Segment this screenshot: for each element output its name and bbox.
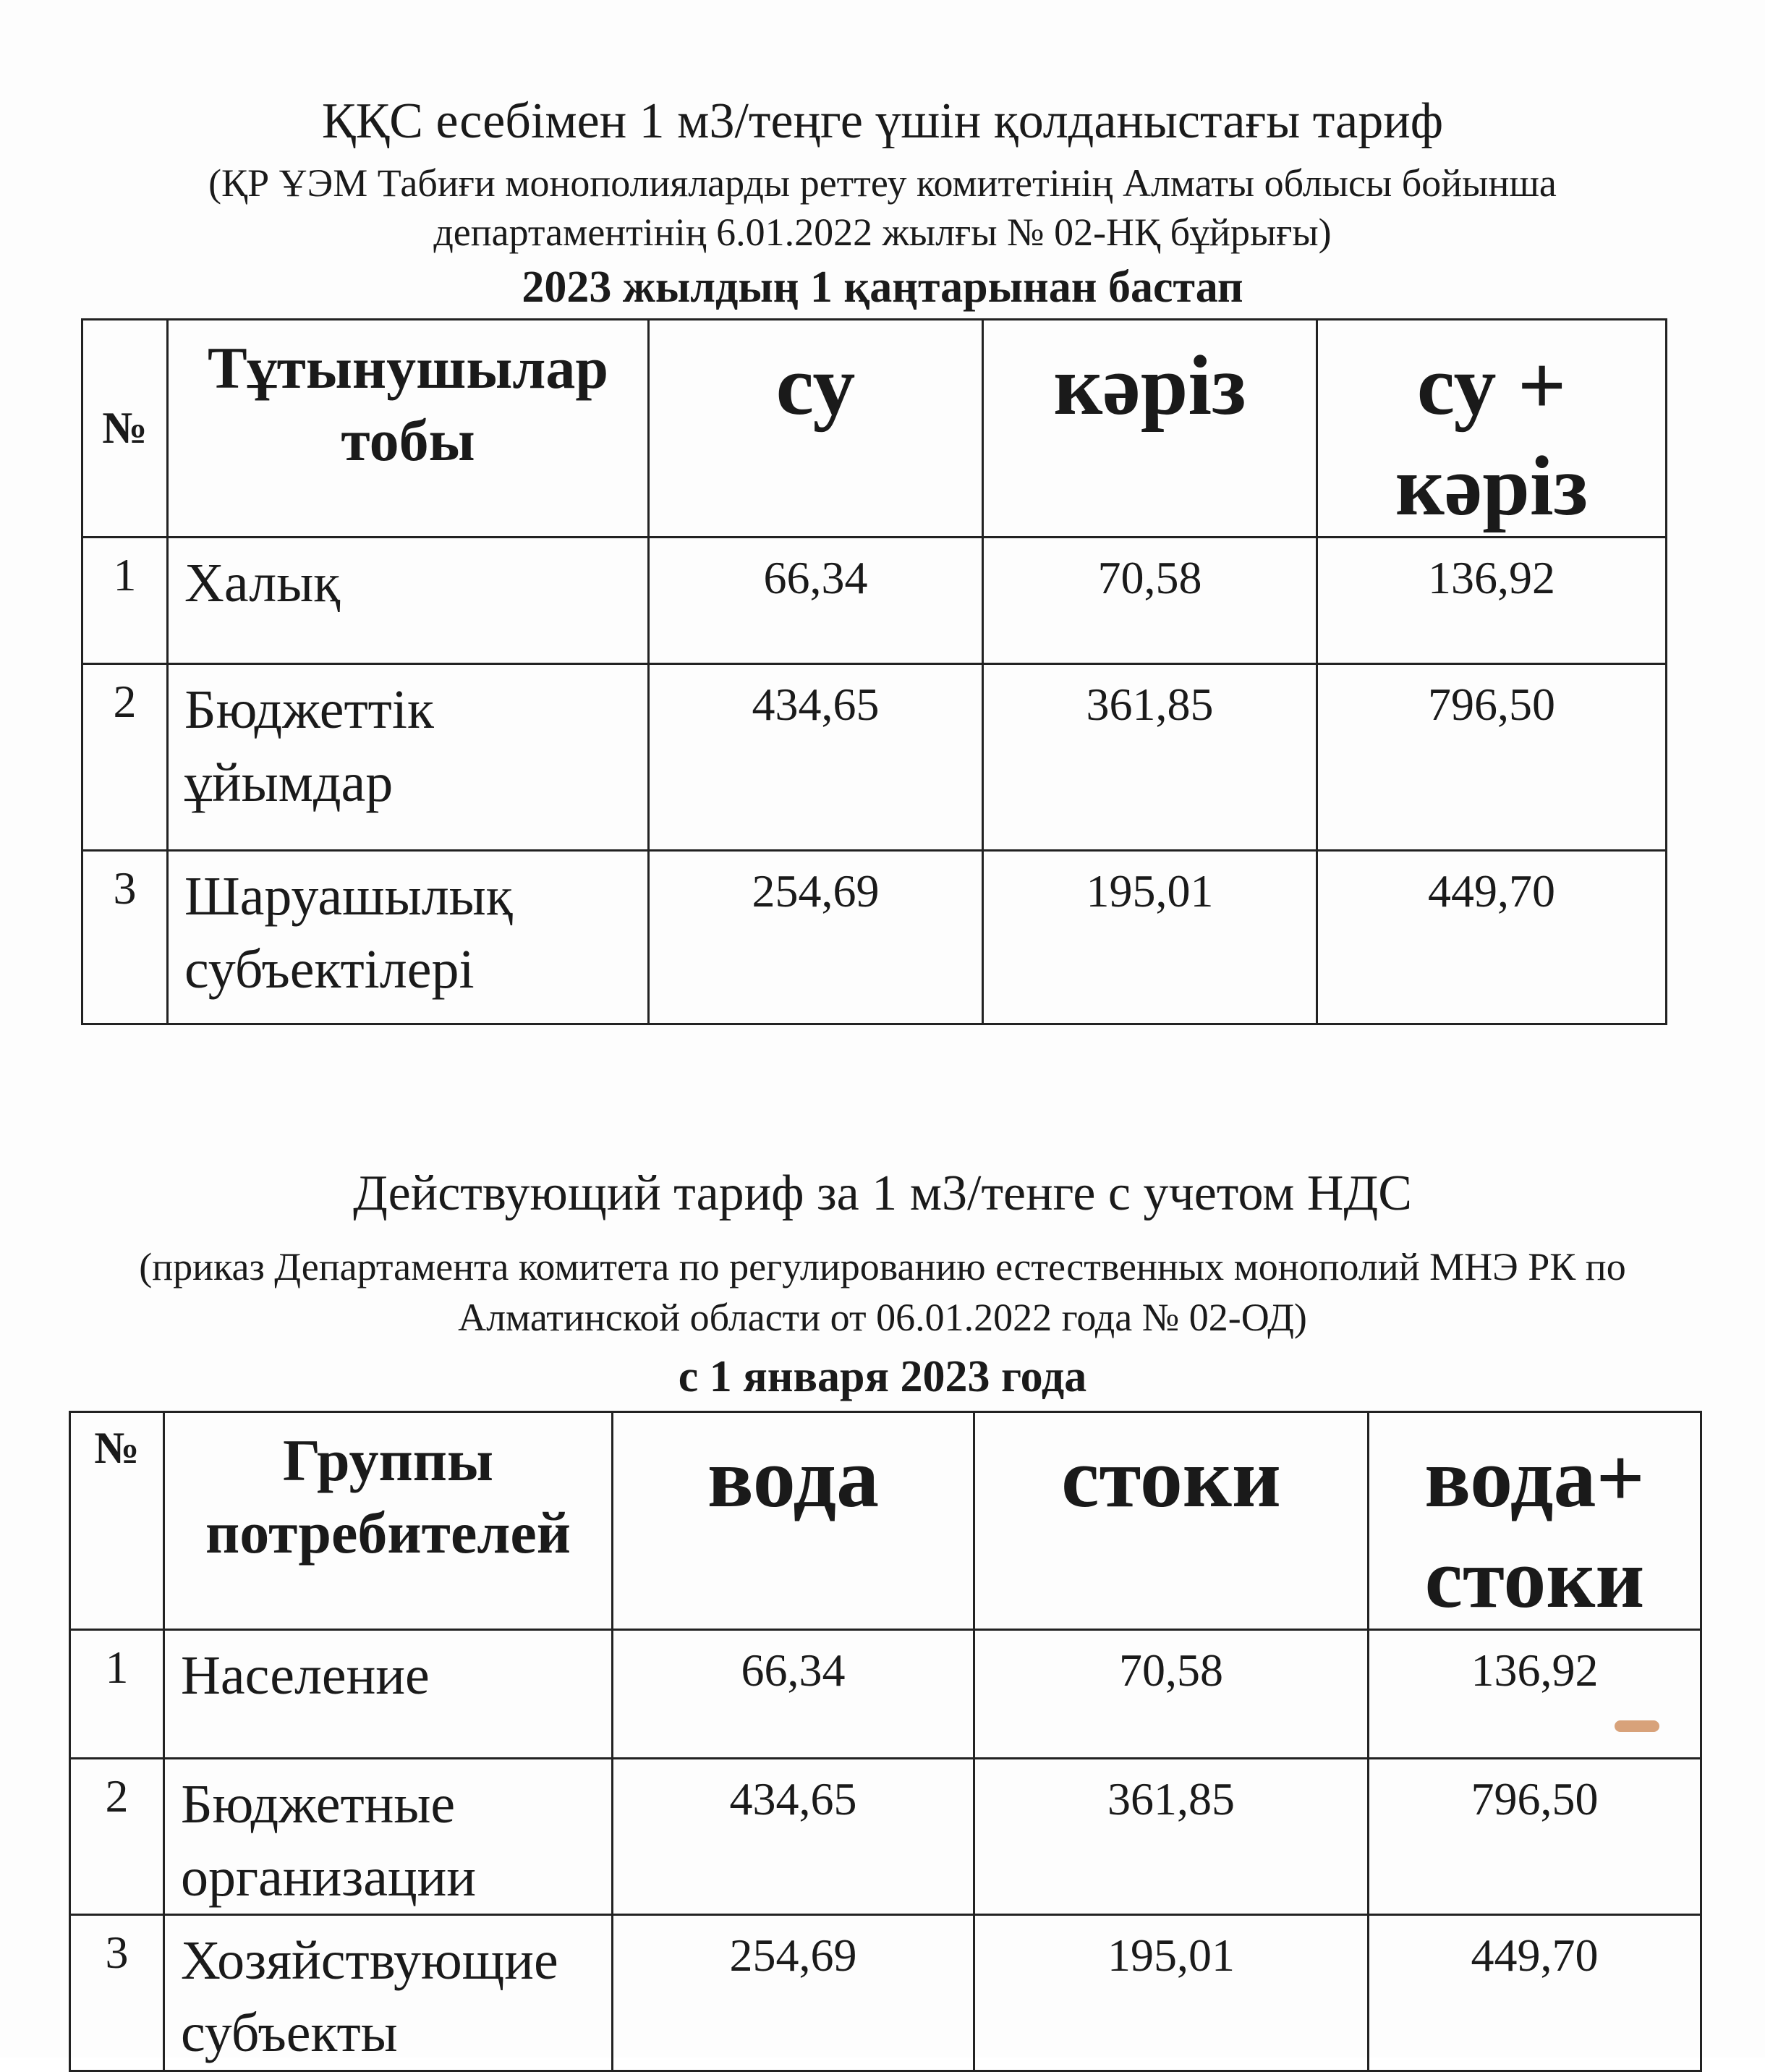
table-row [70, 1630, 1701, 1759]
ru-row2-group-line1: Бюджетные [181, 1774, 456, 1835]
kz-row1-group-line1: Халық [184, 553, 341, 614]
kz-row1-num: 1 [82, 538, 168, 664]
ru-header-group-line1: Группы [282, 1427, 494, 1493]
kz-row2-num: 2 [82, 664, 168, 851]
ru-header-num: № [70, 1412, 164, 1630]
kz-header-total-line2: кәріз [1395, 438, 1588, 534]
kz-row3-num: 3 [82, 851, 168, 1024]
kz-row1-water: 66,34 [649, 538, 983, 664]
kz-row2-group-line2: ұйымдар [184, 752, 394, 813]
ru-row2-sewer: 361,85 [974, 1759, 1369, 1915]
kz-row2-water: 434,65 [649, 664, 983, 851]
ru-header-group [164, 1412, 613, 1630]
kz-subtitle-line1: (ҚР ҰЭМ Табиғи монополияларды реттеу комитетінің Алматы облысы бойынша [208, 161, 1557, 205]
ru-row1-num: 1 [70, 1630, 164, 1759]
ru-subtitle-line1: (приказ Департамента комитета по регулированию естественных монополий МНЭ РК по [139, 1245, 1626, 1288]
kz-table-header-row [82, 320, 1667, 538]
ru-header-group-line2: потребителей [205, 1500, 571, 1566]
ru-row2-total: 796,50 [1369, 1759, 1701, 1915]
kz-row2-total: 796,50 [1317, 664, 1667, 851]
ru-row3-sewer: 195,01 [974, 1915, 1369, 2071]
table-row [70, 1915, 1701, 2071]
kz-effective-date: 2023 жылдың 1 қаңтарынан бастап [522, 263, 1243, 312]
table-row [70, 1759, 1701, 1915]
kz-row2-group [168, 664, 649, 851]
kz-row3-water: 254,69 [649, 851, 983, 1024]
kz-row1-sewer: 70,58 [983, 538, 1317, 664]
kz-header-group-line2: тобы [341, 407, 475, 474]
ru-row1-total: 136,92 [1369, 1630, 1701, 1759]
kz-header-water: су [649, 320, 983, 538]
kz-row2-sewer: 361,85 [983, 664, 1317, 851]
kz-row3-group-line2: субъектілері [184, 938, 475, 1000]
kz-header-sewer: кәріз [983, 320, 1317, 538]
kz-header-group-line1: Тұтынушылар [207, 335, 609, 401]
kz-subtitle-line2: департаментінің 6.01.2022 жылғы № 02-НҚ бұйрығы) [433, 211, 1332, 254]
kz-header-total-line1: су + [1416, 338, 1567, 433]
table-row [82, 538, 1667, 664]
kz-header-total [1317, 320, 1667, 538]
kz-row2-group-line1: Бюджеттік [184, 679, 434, 741]
ru-table-header-row [70, 1412, 1701, 1630]
ru-row1-group [164, 1630, 613, 1759]
ru-row3-group-line2: субъекты [181, 2003, 398, 2064]
kz-row1-group [168, 538, 649, 664]
ru-row3-group-line1: Хозяйствующие [181, 1930, 558, 1992]
ru-header-total-line1: вода+ [1424, 1430, 1645, 1525]
ru-row3-group [164, 1915, 613, 2071]
table-row [82, 851, 1667, 1024]
ru-row3-water: 254,69 [613, 1915, 974, 2071]
kz-row1-total: 136,92 [1317, 538, 1667, 664]
ru-row3-num: 3 [70, 1915, 164, 2071]
ru-row1-group-line1: Население [181, 1645, 430, 1707]
kz-row3-group [168, 851, 649, 1024]
ru-tariff-table [69, 1411, 1702, 2072]
kz-header-group [168, 320, 649, 538]
ru-row2-group [164, 1759, 613, 1915]
ru-row2-water: 434,65 [613, 1759, 974, 1915]
ru-header-sewer: стоки [974, 1412, 1369, 1630]
ru-effective-date: с 1 января 2023 года [678, 1352, 1087, 1401]
ru-header-water: вода [613, 1412, 974, 1630]
ru-subtitle-line2: Алматинской области от 06.01.2022 года № 02-ОД) [458, 1296, 1307, 1339]
ru-title: Действующий тариф за 1 м3/тенге с учетом НДС [353, 1166, 1412, 1221]
kz-row3-group-line1: Шаруашылық [184, 866, 513, 927]
ink-spot [1615, 1720, 1659, 1732]
kz-header-num: № [82, 320, 168, 538]
table-row [82, 664, 1667, 851]
ru-row1-water: 66,34 [613, 1630, 974, 1759]
ru-header-total-line2: стоки [1424, 1531, 1645, 1626]
kz-tariff-table [81, 318, 1667, 1025]
ru-row3-total: 449,70 [1369, 1915, 1701, 2071]
kz-title: ҚҚС есебімен 1 м3/теңге үшін қолданыстағы тариф [321, 93, 1444, 149]
ru-row2-num: 2 [70, 1759, 164, 1915]
kz-row3-total: 449,70 [1317, 851, 1667, 1024]
ru-header-total [1369, 1412, 1701, 1630]
kz-row3-sewer: 195,01 [983, 851, 1317, 1024]
ru-row2-group-line2: организации [181, 1846, 477, 1908]
ru-row1-sewer: 70,58 [974, 1630, 1369, 1759]
